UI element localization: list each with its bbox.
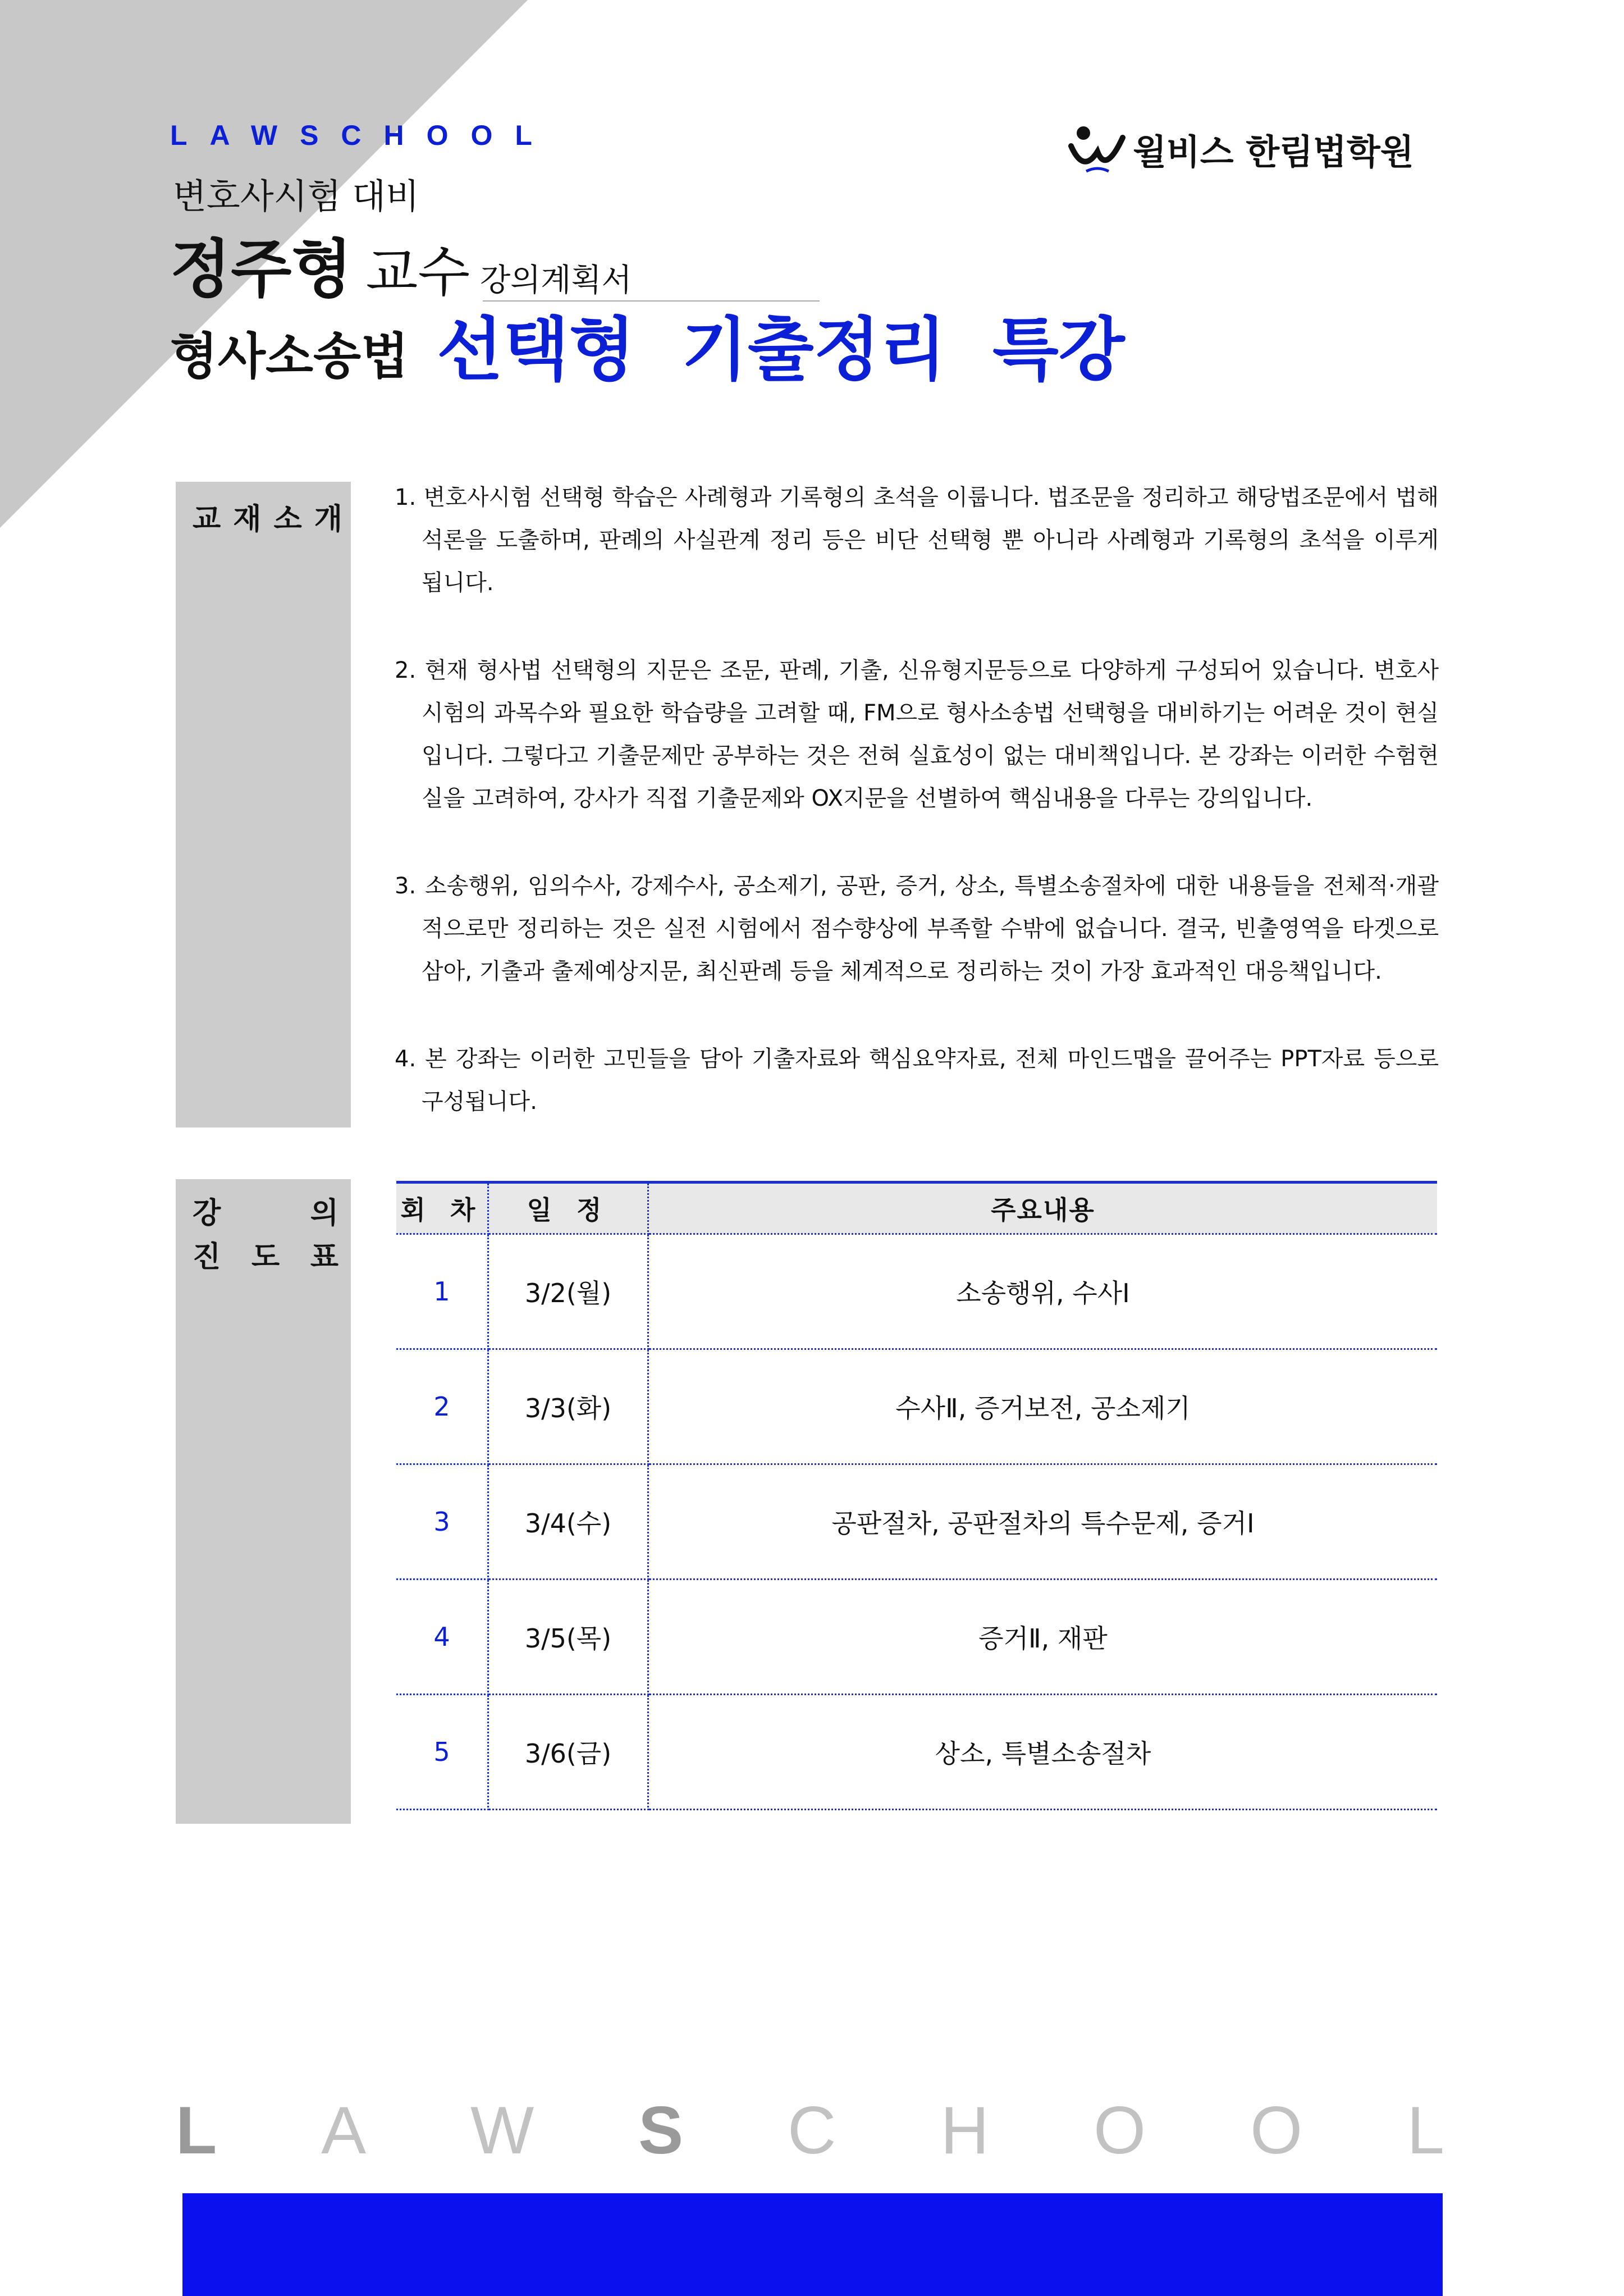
- session-date: 3/2(월): [488, 1234, 648, 1349]
- footer-letter: A: [321, 2093, 367, 2168]
- schedule-label-char: 표: [310, 1240, 338, 1274]
- session-date: 3/5(목): [488, 1580, 648, 1695]
- intro-paragraph: 1. 변호사시험 선택형 학습은 사례형과 기록형의 초석을 이룹니다. 법조문을 정리하고 해당법조문에서 법해석론을 도출하며, 판례의 사실관계 정리 등은 비단 선택형 뿐 아니라 사례형과 기록형의 초석을 이루게 됩니다.: [395, 485, 1439, 596]
- session-date: 3/3(화): [488, 1349, 648, 1464]
- footer-letter: O: [1093, 2093, 1146, 2168]
- session-number: 2: [396, 1349, 488, 1464]
- schedule-label-char: 의: [310, 1197, 338, 1230]
- footer-letter: L: [176, 2093, 217, 2168]
- logo-text: 윌비스 한림법학원: [1133, 131, 1414, 172]
- schedule-table: [396, 1181, 1437, 1810]
- footer-letter: S: [638, 2093, 684, 2168]
- professor-title: 교수: [365, 241, 470, 304]
- schedule-label-char: 도: [251, 1240, 280, 1274]
- academy-logo: [1067, 121, 1414, 177]
- exam-subtitle: 변호사시험 대비: [173, 176, 419, 217]
- table-row: [396, 1234, 1437, 1349]
- schedule-label-char: 강: [193, 1197, 221, 1230]
- intro-paragraph: 4. 본 강좌는 이러한 고민들을 담아 기출자료와 핵심요약자료, 전체 마인드맵을 끌어주는 PPT자료 등으로 구성됩니다.: [395, 1046, 1439, 1115]
- table-row: [396, 1695, 1437, 1810]
- textbook-intro: [395, 476, 1439, 1168]
- intro-paragraph: 2. 현재 형사법 선택형의 지문은 조문, 판례, 기출, 신유형지문등으로 다양하게 구성되어 있습니다. 변호사시험의 과목수와 필요한 학습량을 고려할 때, FM으로 형사소송법 선택형을 대비하기는 어려운 것이 현실입니다. 그렇다고 기출문제만 공부하는 것은 전혀 실효성이 없는 대비책입니다. 본 강좌는 이러한 수험현실을 고려하여, 강사가 직접 기출문제와 OX지문을 선별하여 핵심내용을 다루는 강의입니다.: [395, 658, 1439, 811]
- footer-letter: O: [1250, 2093, 1303, 2168]
- schedule-label-row: [193, 1192, 338, 1235]
- session-number: 1: [396, 1234, 488, 1349]
- logo-mark-icon: [1067, 121, 1128, 177]
- footer-letter: H: [940, 2093, 990, 2168]
- session-number: 4: [396, 1580, 488, 1695]
- schedule-label-row: [193, 1235, 338, 1279]
- footer-letter: L: [1407, 2093, 1444, 2168]
- footer-letter: C: [787, 2093, 836, 2168]
- schedule-sidebar: [176, 1179, 351, 1824]
- footer-blue-bar: [182, 2193, 1443, 2296]
- course-title-line: [170, 295, 1125, 393]
- session-number: 5: [396, 1695, 488, 1810]
- table-row: [396, 1580, 1437, 1695]
- header-content: 주요내용: [648, 1183, 1438, 1234]
- session-content: 상소, 특별소송절차: [648, 1695, 1438, 1810]
- session-content: 증거Ⅱ, 재판: [648, 1580, 1438, 1695]
- session-number: 3: [396, 1464, 488, 1580]
- schedule-section-label: [193, 1192, 338, 1279]
- table-row: [396, 1349, 1437, 1464]
- table-row: [396, 1464, 1437, 1580]
- schedule-label-char: 진: [193, 1240, 221, 1274]
- session-content: 소송행위, 수사Ⅰ: [648, 1234, 1438, 1349]
- session-content: 수사Ⅱ, 증거보전, 공소제기: [648, 1349, 1438, 1464]
- session-date: 3/4(수): [488, 1464, 648, 1580]
- session-content: 공판절차, 공판절차의 특수문제, 증거Ⅰ: [648, 1464, 1438, 1580]
- lawschool-heading: LAWSCHOOL: [170, 120, 555, 151]
- header-date: 일 정: [488, 1183, 648, 1234]
- footer-letter: W: [470, 2093, 534, 2168]
- textbook-section-label: 교재소개: [193, 503, 355, 536]
- plan-label: 강의계획서: [480, 262, 632, 299]
- course-title: 선택형 기출정리 특강: [437, 310, 1125, 390]
- textbook-sidebar: [176, 482, 355, 1128]
- intro-paragraph: 3. 소송행위, 임의수사, 강제수사, 공소제기, 공판, 증거, 상소, 특별소송절차에 대한 내용들을 전체적·개괄적으로만 정리하는 것은 실전 시험에서 점수향상에 부족할 수밖에 없습니다. 결국, 빈출영역을 타겟으로 삼아, 기출과 출제예상지문, 최신판례 등을 체계적으로 정리하는 것이 가장 효과적인 대응책입니다.: [395, 873, 1439, 984]
- professor-name: 정주형: [170, 233, 353, 306]
- header-session: 회 차: [396, 1183, 488, 1234]
- table-header-row: [396, 1183, 1437, 1234]
- session-date: 3/6(금): [488, 1695, 648, 1810]
- subject-name: 형사소송법: [170, 327, 409, 385]
- lawschool-footer-wordmark: [176, 2092, 1444, 2169]
